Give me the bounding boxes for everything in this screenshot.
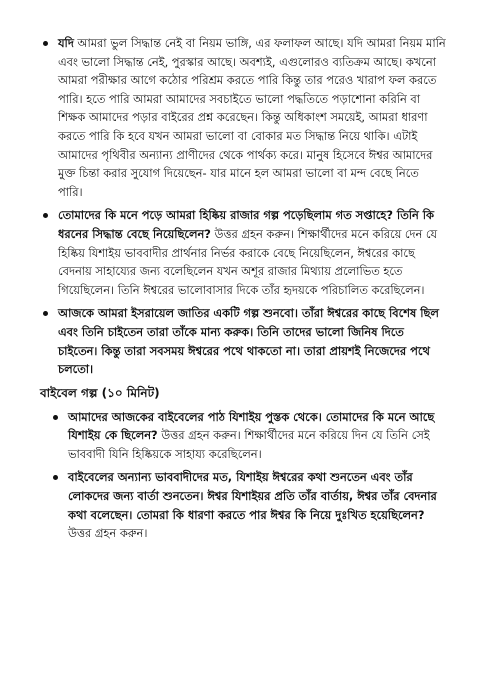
paragraph-text: উত্তর গ্রহন করুন। শিক্ষার্থীদের মনে করিয়ে দেন যে হিষ্কিয় যিশাইয় ভাববাদীর প্রার্থনার নির্ভর করাকে বেছে নিয়েছিলেন, ঈশ্বরের কাছে বেদনায় সাহায্যের জন্য বলেছিলেন যখন অশূর রাজার মিথ্যায় প্রলোভিত হতে গিয়েছিলেন। তিনি ঈশ্বরের ভালোবাসার দিকে তাঁর হৃদয়কে পরিচালিত করেছিলেন। [58, 226, 438, 297]
list-item [46, 408, 447, 464]
bold-lead-word: যদি [58, 36, 74, 50]
paragraph-text: উত্তর গ্রহন করুন। [68, 526, 148, 541]
bold-question: আমাদের আজকের বাইবেলের পাঠ যিশাইয় পুস্তক থেকে। তোমাদের কি মনে আছে যিশাইয় কে ছিলেন? [68, 409, 435, 443]
paragraph-text: আমরা ভুল সিদ্ধান্ত নেই বা নিয়ম ভাঙ্গি, এর ফলাফল আছে। যদি আমরা নিয়ম মানি এবং ভালো সিদ্ধান্ত নেই, পুরস্কার আছে। অবশ্যই, এগুলোরও ব্যতিক্রম আছে। কখনো আমরা পরীক্ষার আগে কঠোর পরিশ্রম করতে পারি কিন্তু তার পরেও খারাপ ফল করতে পারি। হতে পারি আমরা আমাদের সবচাইতে ভালো পদ্ধতিতে পড়াশোনা করিনি বা শিক্ষক আমাদের পড়ার বাইরের প্রশ্ন করেছেন। কিন্তু অধিকাংশ সময়েই, আমরা ধারণা করতে পারি কি হবে যখন আমরা ভালো বা বোকার মত সিদ্ধান্ত নিয়ে থাকি। এটাই আমাদের পৃথিবীর অন্যান্য প্রাণীদের থেকে পার্থক্য করে। মানুষ হিসেবে ঈশ্বর আমাদের মুক্ত চিন্তা করার সুযোগ দিয়েছেন- যার মানে হল আমরা ভালো বা মন্দ বেছে নিতে পারি। [58, 36, 446, 199]
list-item [36, 34, 447, 201]
list-item [36, 206, 447, 299]
list-item [36, 304, 447, 378]
intro-bullet-list [36, 34, 447, 379]
bible-story-bullet-list [46, 408, 447, 543]
list-item [46, 468, 447, 542]
bold-question: তোমাদের কি মনে পড়ে আমরা হিষ্কিয় রাজার গল্প পড়েছিলাম গত সপ্তাহে? তিনি কি ধরনের সিদ্ধান্ত বেছে নিয়েছিলেন? [58, 208, 434, 241]
bold-statement: আজকে আমরা ইসরায়েল জাতির একটি গল্প শুনবো। তাঁরা ঈশ্বরের কাছে বিশেষ ছিল এবং তিনি চাইতেন তারা তাঁকে মান্য করুক। তিনি তাদের ভালো জিনিষ দিতে চাইতেন। কিন্তু তারা সবসময় ঈশ্বরের পথে থাকতো না। তারা প্রায়শই নিজেদের পথে চলতো। [58, 306, 439, 377]
section-heading: বাইবেল গল্প (১০ মিনিট) [40, 385, 160, 400]
paragraph-text: উত্তর গ্রহন করুন। শিক্ষার্থীদের মনে করিয়ে দিন যে তিনি সেই ভাববাদী যিনি হিষ্কিয়কে সাহায্য করেছিলেন। [68, 428, 430, 461]
bold-question: বাইবেলের অন্যান্য ভাববাদীদের মত, যিশাইয় ঈশ্বরের কথা শুনতেন এবং তাঁর লোকদের জন্য বার্তা শুনতেন। ঈশ্বর যিশাইয়র প্রতি তাঁর বার্তায়, ঈশ্বর তাঁর বেদনার কথা বলেছেন। তোমরা কি ধারণা করতে পার ঈশ্বর কি নিয়ে দুঃখিত হয়েছিলেন? [68, 470, 437, 522]
